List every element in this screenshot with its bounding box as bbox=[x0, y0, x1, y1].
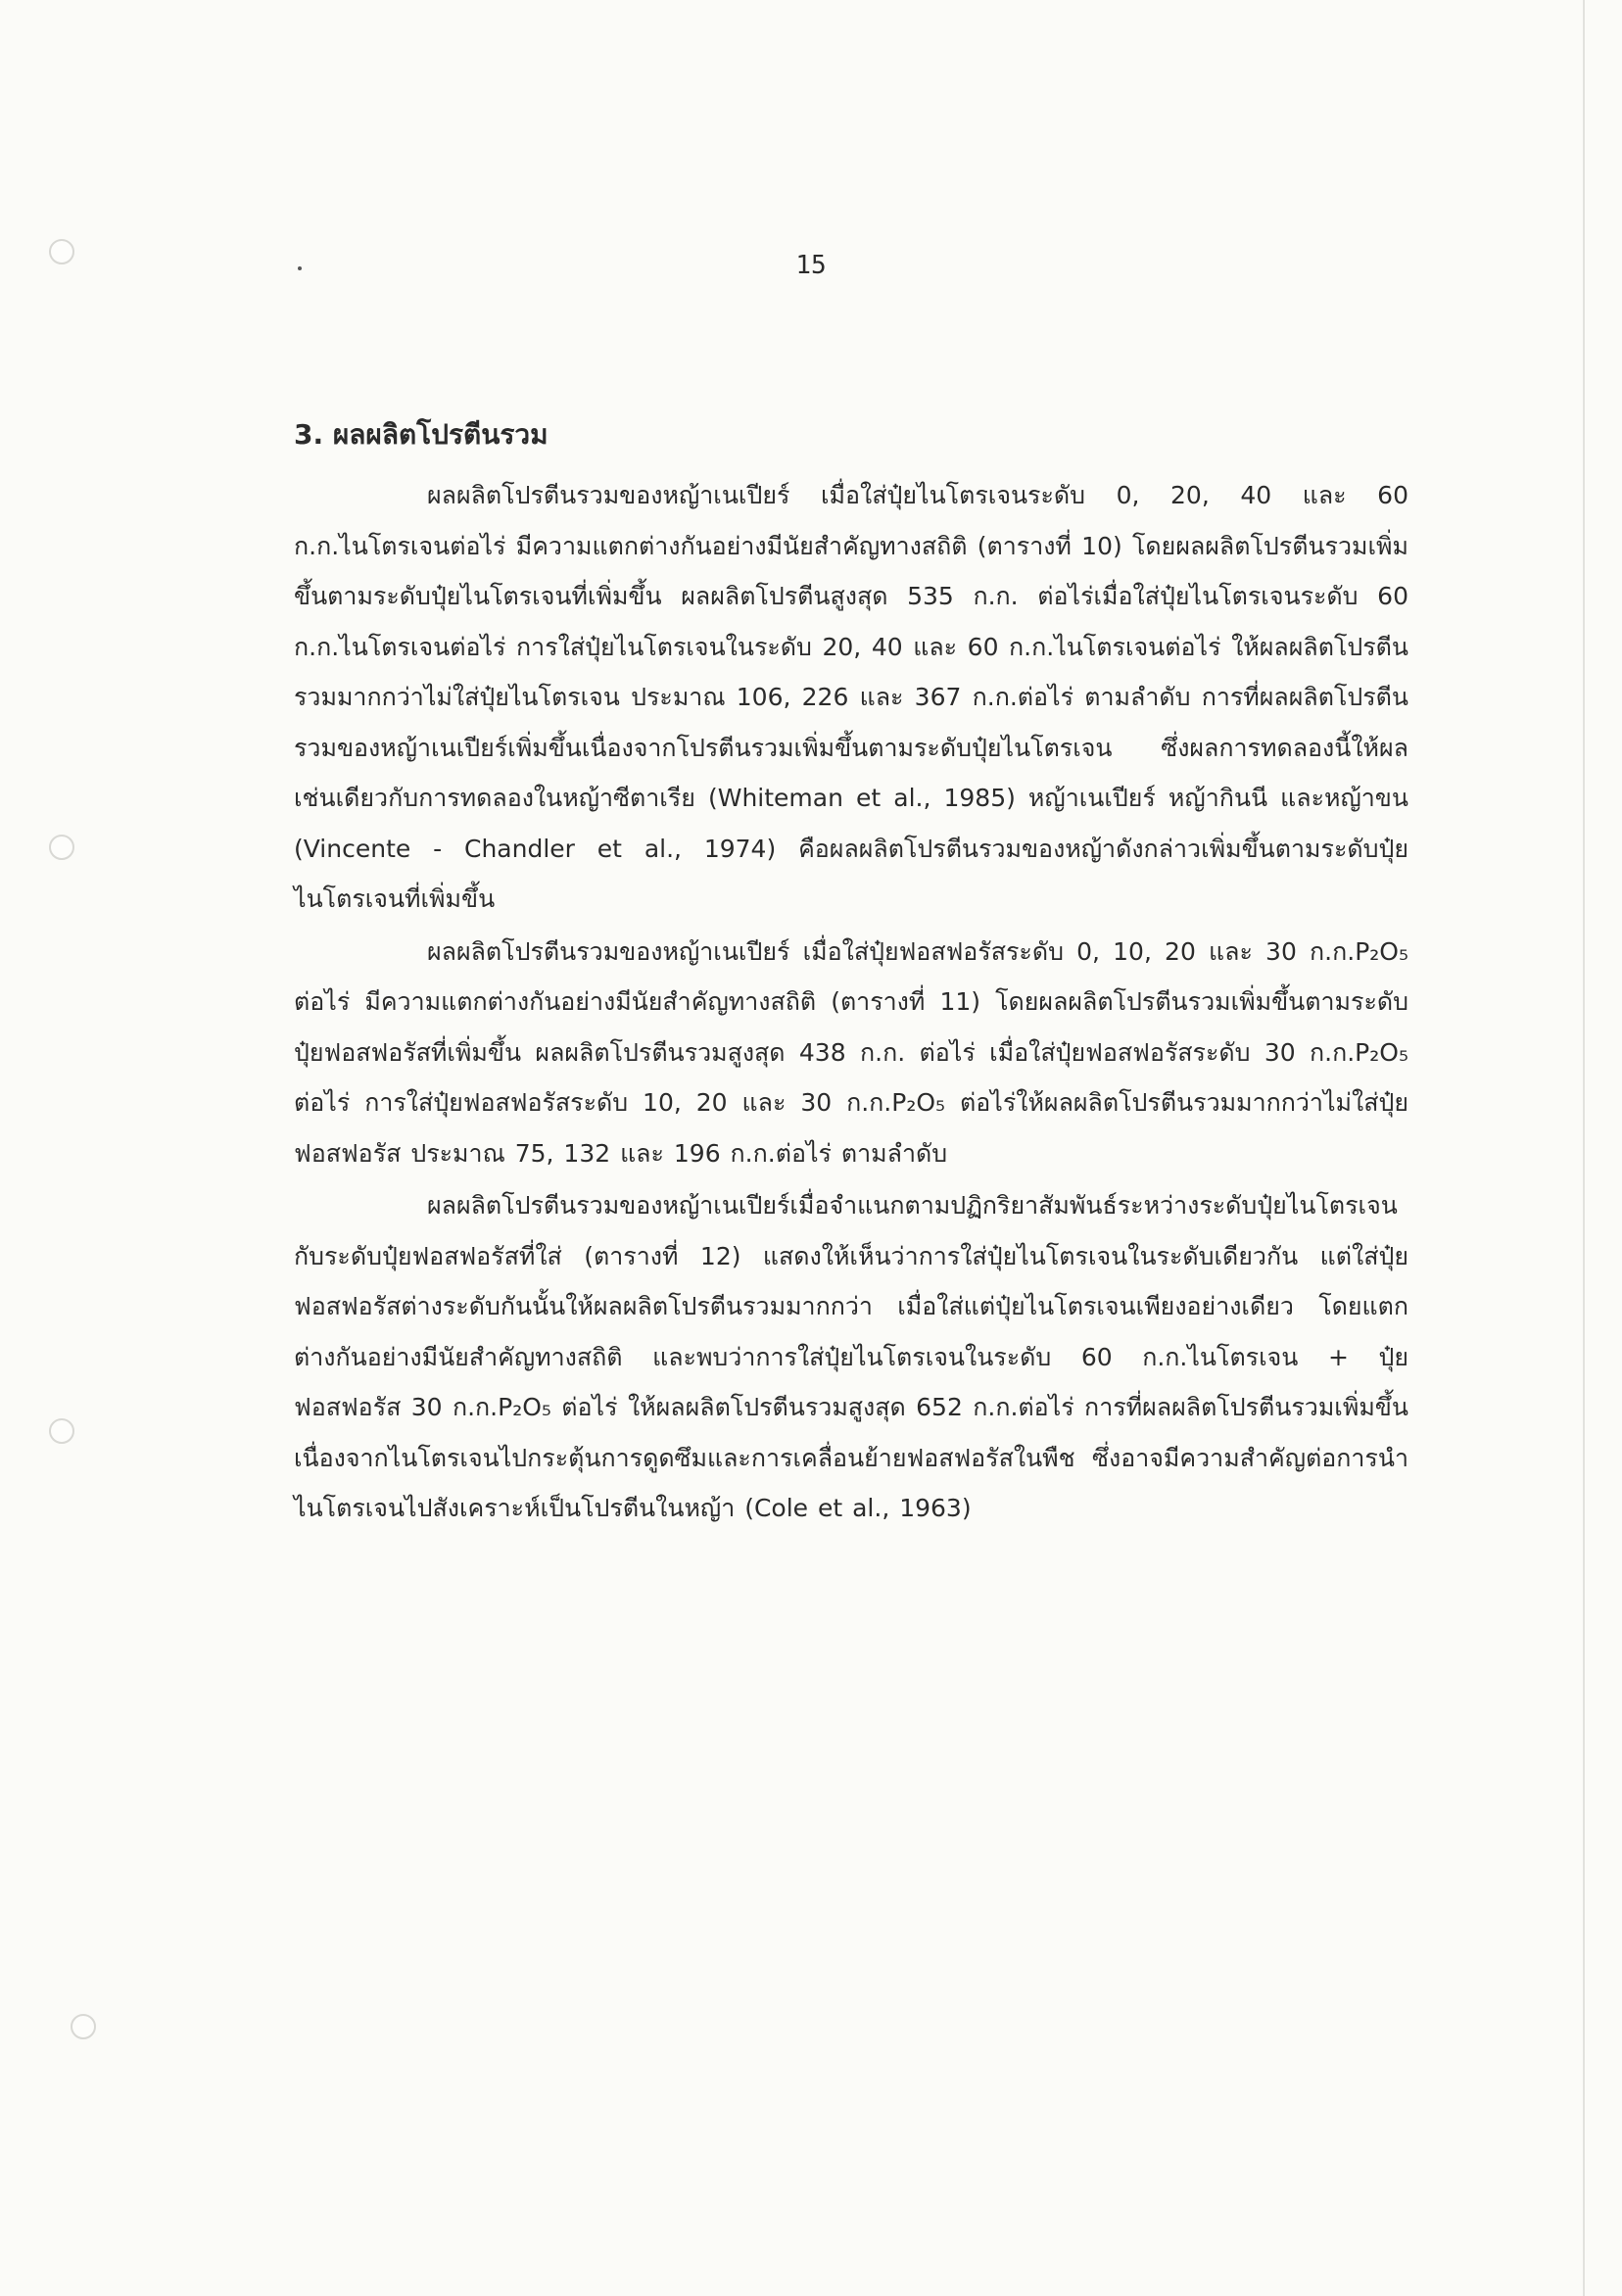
punch-hole-2 bbox=[49, 835, 74, 860]
main-content bbox=[294, 409, 1408, 1536]
paragraph-3: ผลผลิตโปรตีนรวมของหญ้าเนเปียร์เมื่อจำแนกตามปฏิกริยาสัมพันธ์ระหว่างระดับปุ๋ยไนโตรเจนกับระดับปุ๋ยฟอสฟอรัสที่ใส่ (ตารางที่ 12) แสดงให้เห็นว่าการใส่ปุ๋ยไนโตรเจนในระดับเดียวกัน แต่ใส่ปุ๋ยฟอสฟอรัสต่างระดับกันนั้นให้ผลผลิตโปรตีนรวมมากกว่า เมื่อใส่แต่ปุ๋ยไนโตรเจนเพียงอย่างเดียว โดยแตกต่างกันอย่างมีนัยสำคัญทางสถิติ และพบว่าการใส่ปุ๋ยไนโตรเจนในระดับ 60 ก.ก.ไนโตรเจน + ปุ๋ยฟอสฟอรัส 30 ก.ก.P₂O₅ ต่อไร่ ให้ผลผลิตโปรตีนรวมสูงสุด 652 ก.ก.ต่อไร่ การที่ผลผลิตโปรตีนรวมเพิ่มขึ้นเนื่องจากไนโตรเจนไปกระตุ้นการดูดซึมและการเคลื่อนย้ายฟอสฟอรัสในพืช ซึ่งอาจมีความสำคัญต่อการนำไนโตรเจนไปสังเคราะห์เป็นโปรตีนในหญ้า (Cole et al., 1963) bbox=[294, 1191, 1408, 1522]
paragraph-2: ผลผลิตโปรตีนรวมของหญ้าเนเปียร์ เมื่อใส่ปุ๋ยฟอสฟอรัสระดับ 0, 10, 20 และ 30 ก.ก.P₂O₅ ต่อไร่ มีความแตกต่างกันอย่างมีนัยสำคัญทางสถิติ (ตารางที่ 11) โดยผลผลิตโปรตีนรวมเพิ่มขึ้นตามระดับปุ๋ยฟอสฟอรัสที่เพิ่มขึ้น ผลผลิตโปรตีนรวมสูงสุด 438 ก.ก. ต่อไร่ เมื่อใส่ปุ๋ยฟอสฟอรัสระดับ 30 ก.ก.P₂O₅ ต่อไร่ การใส่ปุ๋ยฟอสฟอรัสระดับ 10, 20 และ 30 ก.ก.P₂O₅ ต่อไร่ให้ผลผลิตโปรตีนรวมมากกว่าไม่ใส่ปุ๋ยฟอสฟอรัส ประมาณ 75, 132 และ 196 ก.ก.ต่อไร่ ตามลำดับ bbox=[294, 936, 1408, 1168]
page-number: 15 bbox=[795, 251, 827, 280]
section-heading: 3. ผลผลิตโปรตีนรวม bbox=[294, 418, 549, 451]
paragraph-1: ผลผลิตโปรตีนรวมของหญ้าเนเปียร์ เมื่อใส่ปุ๋ยไนโตรเจนระดับ 0, 20, 40 และ 60 ก.ก.ไนโตรเจนต่อไร่ มีความแตกต่างกันอย่างมีนัยสำคัญทางสถิติ (ตารางที่ 10) โดยผลผลิตโปรตีนรวมเพิ่มขึ้นตามระดับปุ๋ยไนโตรเจนที่เพิ่มขึ้น ผลผลิตโปรตีนสูงสุด 535 ก.ก. ต่อไร่เมื่อใส่ปุ๋ยไนโตรเจนระดับ 60 ก.ก.ไนโตรเจนต่อไร่ การใส่ปุ๋ยไนโตรเจนในระดับ 20, 40 และ 60 ก.ก.ไนโตรเจนต่อไร่ ให้ผลผลิตโปรตีนรวมมากกว่าไม่ใส่ปุ๋ยไนโตรเจน ประมาณ 106, 226 และ 367 ก.ก.ต่อไร่ ตามลำดับ การที่ผลผลิตโปรตีนรวมของหญ้าเนเปียร์เพิ่มขึ้นเนื่องจากโปรตีนรวมเพิ่มขึ้นตามระดับปุ๋ยไนโตรเจน ซึ่งผลการทดลองนี้ให้ผลเช่นเดียวกับการทดลองในหญ้าซีตาเรีย (Whiteman et al., 1985) หญ้าเนเปียร์ หญ้ากินนี และหญ้าขน (Vincente - Chandler et al., 1974) คือผลผลิตโปรตีนรวมของหญ้าดังกล่าวเพิ่มขึ้นตามระดับปุ๋ยไนโตรเจนที่เพิ่มขึ้น bbox=[294, 481, 1408, 913]
punch-hole-4 bbox=[71, 2014, 96, 2039]
punch-hole-3 bbox=[49, 1418, 74, 1444]
page-edge-line bbox=[1583, 0, 1585, 2296]
